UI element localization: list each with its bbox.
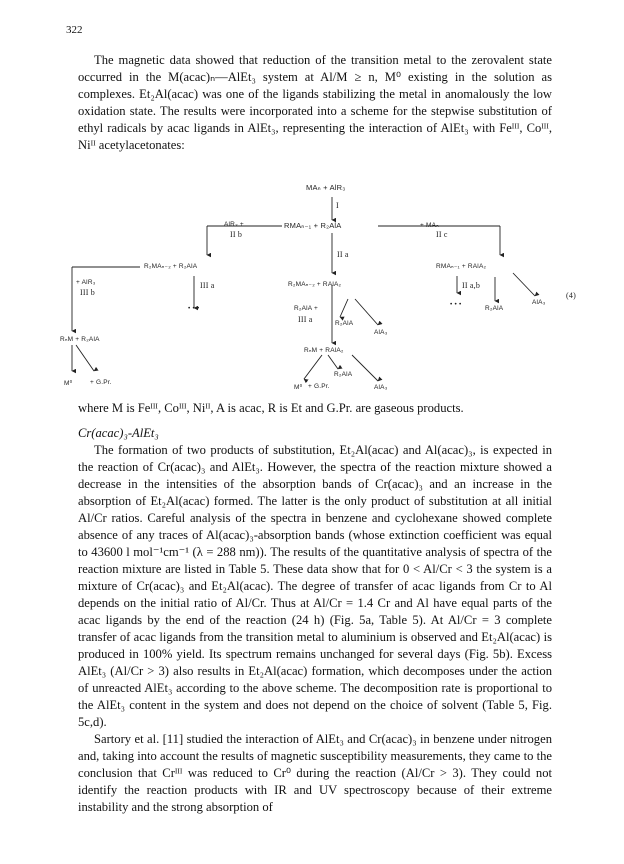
center-row2: R₂MAₙ₋₂ + RAlA₂ bbox=[288, 281, 342, 288]
label-step-iiia-center: III a bbox=[298, 315, 313, 324]
arrow-to-ala3-right bbox=[513, 273, 535, 296]
paragraph-2: Sartory et al. [11] studied the interaction of AlEt₃ and Cr(acac)₃ in benzene under nitrogen and, taking into account the results of magnetic susceptibility measurements, they came to the conclusion that Crᴵᴵᴵ was reduced to Cr⁰ during the reaction (Al/Cr > 3). They could not identify the reaction products with IR and UV spectroscopy because of their extreme instability and the strong absorption of bbox=[78, 732, 552, 814]
r2ala-bottom: R₂AlA bbox=[334, 371, 353, 378]
equation-number: (4) bbox=[566, 291, 576, 300]
label-step-iiab: II a,b bbox=[462, 281, 481, 290]
gpr-left: + G.Pr. bbox=[90, 379, 112, 386]
arrow-to-gpr-left bbox=[76, 345, 94, 371]
ala3-center: AlA₃ bbox=[374, 329, 388, 336]
scheme-top: MAₙ + AlR₃ bbox=[306, 183, 346, 192]
label-step-iia: II a bbox=[337, 250, 349, 259]
r2ala-right: R₂AlA bbox=[485, 305, 504, 312]
r2ala-center: R₂AlA bbox=[335, 320, 354, 327]
r2ala-plus: R₂AlA + bbox=[294, 305, 318, 312]
page-number: 322 bbox=[66, 24, 83, 36]
arrow-to-ala3-bottom bbox=[352, 355, 378, 381]
label-step-iic: II c bbox=[436, 230, 448, 239]
label-step-iiib: III b bbox=[80, 288, 95, 297]
ala3-bottom: AlA₃ bbox=[374, 384, 388, 391]
ala3-right: AlA₃ bbox=[532, 299, 546, 306]
rnm-center: RₙM + RAlA₂ bbox=[304, 347, 344, 354]
where-line: where M is Feᴵᴵᴵ, Coᴵᴵᴵ, Niᴵᴵ, A is acac, R is Et and G.Pr. are gaseous products. bbox=[78, 401, 464, 415]
reaction-scheme bbox=[60, 183, 580, 395]
arrow-to-r2ala-bottom bbox=[328, 355, 338, 369]
intro-paragraph bbox=[78, 52, 552, 154]
right-reagent: + MAₙ bbox=[420, 222, 439, 229]
label-step-iib: II b bbox=[230, 230, 243, 239]
arrow-to-ala3-center bbox=[355, 299, 378, 325]
label-step-iiia-left: III a bbox=[200, 281, 215, 290]
arrow-to-r2ala-center bbox=[340, 299, 348, 317]
m0-left: M⁰ bbox=[64, 380, 73, 387]
intro-text: The magnetic data showed that reduction of the transition metal to the zerovalent state occurred in the M(acac)ₙ—AlEt₃ system at Al/M ≥ n, M⁰ existing in the solution as complexes. Et₂Al(acac) was one of the ligands stabilizing the metal in anomalously the low oxidation state. The results were incorporated into a scheme for the stepwise substitution of ethyl radicals by acac ligands in AlEt₃, representing the interaction of AlEt₃ with Feᴵᴵᴵ, Coᴵᴵᴵ, Niᴵᴵ acetylacetonates: bbox=[78, 53, 552, 152]
gpr-center: + G.Pr. bbox=[308, 383, 330, 390]
scheme-arrows bbox=[60, 183, 580, 395]
dots-right: • • • bbox=[450, 301, 462, 308]
arrow-to-m0-center bbox=[304, 355, 322, 379]
plus-alr3: + AlR₃ bbox=[76, 279, 96, 286]
label-step-i: I bbox=[336, 201, 339, 210]
paragraph-1: The formation of two products of substitution, Et₂Al(acac) and Al(acac)₃, is expected in the reaction of Cr(acac)₃ and AlEt₃. However, the spectra of the reaction mixture showed a decrease in the intensities of the absorption bands of Cr(acac)₃ and an increase in the absorption of Et₂Al(acac) formed. The latter is the only product of substitution at all initial Al/Cr ratios. Careful analysis of the spectra in benzene and cyclohexane showed complete absence of any traces of Al(acac)₃-absorption bands (whose extinction coefficient was equal to 43600 l mol⁻¹cm⁻¹ (λ = 288 nm)). The results of the quantitative analysis of spectra of the reaction mixture are listed in Table 5. These data show that for 0 < Al/Cr < 3 the system is a mixture of Cr(acac)₃ and Et₂Al(acac). The degree of transfer of acac ligands from Cr to Al depends on the initial ratio of Al/Cr. Thus at Al/Cr = 1.4 Cr and Al have equal parts of the acac ligands by the end of the reaction (24 h) (Fig. 5a, Table 5). At Al/Cr = 3 complete transfer of acac ligands from the transition metal to aluminium is observed and Et₂Al(acac) is produced in 100% yield. Its spectrum remains unchanged for several days (Fig. 5b). Excess AlEt₃ (Al/Cr > 3) also results in Et₂Al(acac) formation, which decomposes under the action of unreacted AlEt₃ according to the above scheme. The decomposition rate is proportional to the AlEt₃ content in the system and does not depend on the choice of solvent (Table 5, Fig. 5c,d). bbox=[78, 443, 552, 729]
section-heading: Cr(acac)₃-AlEt₃ bbox=[78, 426, 159, 440]
body-text bbox=[78, 400, 552, 816]
right-row2: RMAₙ₋₁ + RAlA₂ bbox=[436, 263, 487, 270]
rnm-left: RₙM + R₂AlA bbox=[60, 336, 100, 343]
dots-left: • • • bbox=[188, 305, 200, 312]
left-row2: R₂MAₙ₋₂ + R₂AlA bbox=[144, 263, 198, 270]
center-row1: RMAₙ₋₁ + R₂AlA bbox=[284, 221, 342, 230]
left-reagent: AlR₃ + bbox=[224, 221, 244, 228]
m0-center: M⁰ bbox=[294, 384, 303, 391]
